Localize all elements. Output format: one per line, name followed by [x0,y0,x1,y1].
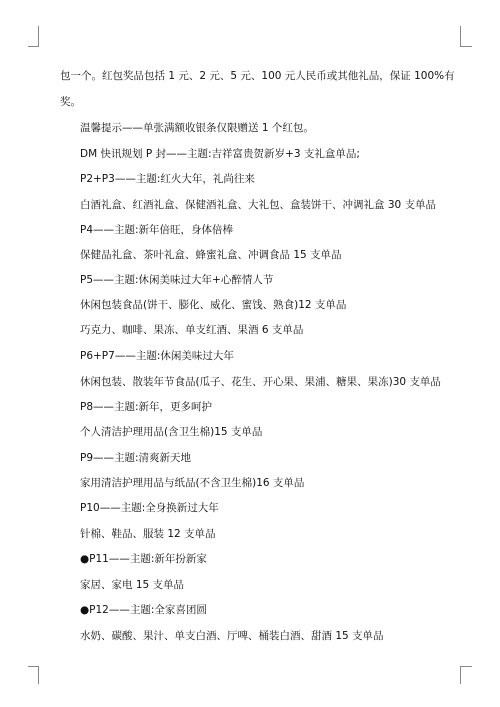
section-content: 休闲包装、散装年节食品(瓜子、花生、开心果、果浦、糖果、果冻)30 支单品 [80,376,441,388]
plan-line: DM 快讯规划 P 封——主题:吉祥富贵贺新岁+3 支礼盒单品; [80,148,360,160]
section-heading: P10——主题:全身换新过大年 [80,502,219,514]
crop-mark-bottom-left [38,666,39,684]
section-heading: P8——主题:新年，更多呵护 [80,401,213,413]
section-heading: P2+P3——主题:红火大年，礼尚往来 [80,173,255,185]
section-heading: P4——主题:新年倍旺，身体倍棒 [80,224,234,236]
section-heading: P6+P7——主题:休闲美味过大年 [80,350,234,362]
notice-line: 温馨提示——单张满额收银条仅限赠送 1 个红包。 [80,122,314,134]
section-heading: ●P12——主题:全家喜团圆 [80,604,207,616]
crop-mark-top-left [28,46,39,47]
section-content: 家用清洁护理用品与纸品(不含卫生棉)16 支单品 [80,477,305,489]
section-content: 个人清洁护理用品(含卫生棉)15 支单品 [80,426,263,438]
crop-mark-top-left [38,26,39,46]
crop-mark-bottom-left [28,666,39,667]
crop-mark-top-right [460,26,461,46]
section-content: 保健品礼盒、茶叶礼盒、蜂蜜礼盒、冲调食品 15 支单品 [80,249,342,261]
section-heading: P9——主题:清爽新天地 [80,452,192,464]
section-content: 水奶、碳酸、果汁、单支白酒、厅啤、桶装白酒、甜酒 15 支单品 [80,630,384,642]
paragraph-line: 包一个。红包奖品包括 1 元、2 元、5 元、100 元人民币或其他礼品，保证 100%有 [60,70,455,82]
section-content: 家居、家电 15 支单品 [80,579,185,591]
section-heading: P5——主题:休闲美味过大年+心醉情人节 [80,274,274,286]
section-content: 巧克力、咖啡、果冻、单支红酒、果酒 6 支单品 [80,324,304,336]
section-content: 休闲包装食品(饼干、膨化、威化、蜜饯、熟食)12 支单品 [80,299,347,311]
section-content: 针棉、鞋品、服装 12 支单品 [80,528,216,540]
section-heading: ●P11——主题:新年扮新家 [80,553,207,565]
section-content: 白酒礼盒、红酒礼盒、保健酒礼盒、大礼包、盒装饼干、冲调礼盒 30 支单品 [80,199,437,211]
paragraph-line: 奖。 [60,96,81,108]
crop-mark-bottom-right [460,666,461,684]
crop-mark-bottom-right [460,666,472,667]
crop-mark-top-right [460,46,472,47]
